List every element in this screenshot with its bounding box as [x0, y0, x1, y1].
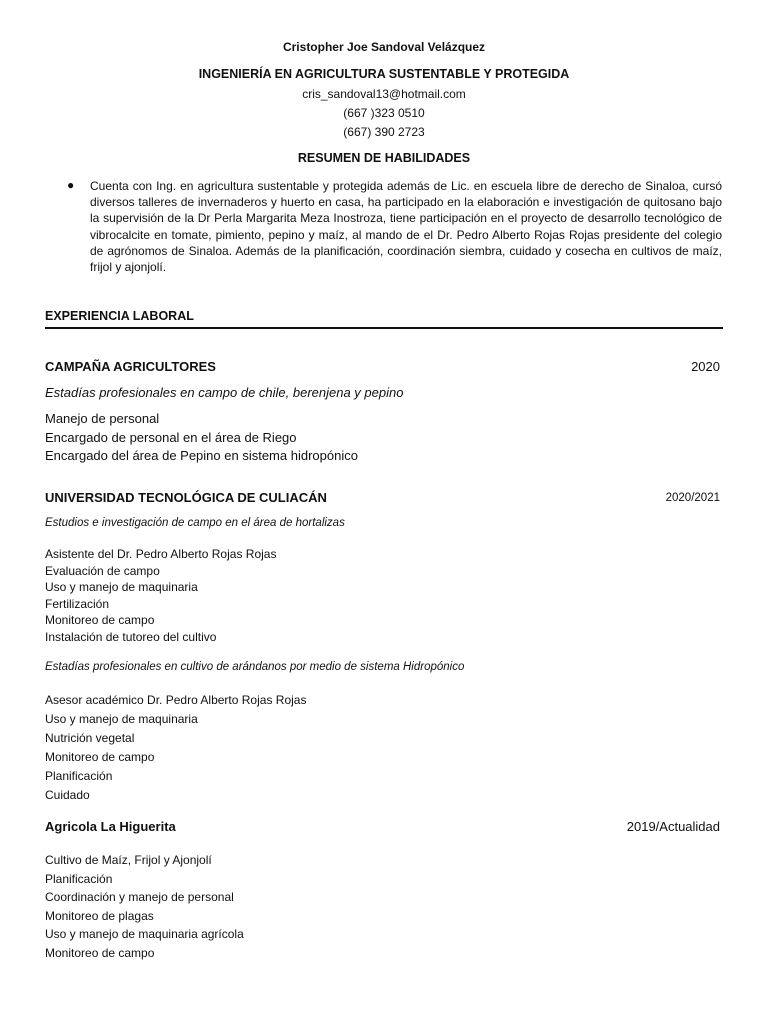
job-subtitle: Estudios e investigación de campo en el área de hortalizas: [45, 517, 345, 529]
phone-number-2: (667) 390 2723: [343, 125, 425, 139]
list-item: Manejo de personal: [45, 411, 160, 426]
list-item: Monitoreo de campo: [45, 613, 155, 627]
list-item: Encargado de personal en el área de Riego: [45, 429, 297, 445]
list-item: Evaluación de campo: [45, 563, 160, 578]
list-item: Planificación: [45, 769, 113, 783]
list-item: Nutrición vegetal: [45, 731, 135, 745]
job-duties-list: [45, 851, 244, 962]
list-item: Monitoreo de campo: [45, 945, 155, 960]
list-item: Fertilización: [45, 596, 110, 611]
job-year: 2020/2021: [665, 492, 720, 504]
list-item: Uso y manejo de maquinaria: [45, 712, 198, 726]
phone-number-1: (667 )323 0510: [343, 106, 425, 120]
job-duties-list: [45, 546, 276, 645]
list-item: Encargado del área de Pepino en sistema hidropónico: [45, 448, 358, 463]
job-subtitle: Estadías profesionales en campo de chile, berenjena y pepino: [45, 385, 404, 400]
job-duties-list: [45, 410, 358, 466]
list-item: Cultivo de Maíz, Frijol y Ajonjolí: [45, 853, 212, 867]
list-item: Monitoreo de campo: [45, 750, 155, 764]
job-title: CAMPAÑA AGRICULTORES: [45, 359, 216, 374]
list-item: Planificación: [45, 871, 113, 886]
bullet-icon: ●: [67, 178, 75, 192]
list-item: Asesor académico Dr. Pedro Alberto Rojas Rojas: [45, 693, 307, 707]
job-duties-list: [45, 691, 306, 805]
experience-heading: EXPERIENCIA LABORAL: [45, 309, 194, 323]
email-address: cris_sandoval13@hotmail.com: [302, 87, 466, 101]
list-item: Cuidado: [45, 788, 90, 802]
list-item: Uso y manejo de maquinaria: [45, 580, 198, 594]
skills-heading: RESUMEN DE HABILIDADES: [297, 151, 471, 165]
job-year: 2020: [691, 359, 720, 374]
list-item: Asistente del Dr. Pedro Alberto Rojas Rojas: [45, 547, 277, 561]
job-subtitle: Estadías profesionales en cultivo de arándanos por medio de sistema Hidropónico: [45, 661, 465, 673]
list-item: Uso y manejo de maquinaria agrícola: [45, 927, 244, 941]
degree-title: INGENIERÍA EN AGRICULTURA SUSTENTABLE Y PROTEGIDA: [198, 67, 570, 81]
job-year: 2019/Actualidad: [626, 819, 720, 834]
list-item: Monitoreo de plagas: [45, 908, 154, 923]
list-item: Coordinación y manejo de personal: [45, 890, 234, 904]
skills-summary: Cuenta con Ing. en agricultura sustentable y protegida además de Lic. en escuela libre de derecho de Sinaloa, cursó diversos talleres de invernaderos y huerto en casa, ha participado en la elaboración e investigación de quitosano bajo la supervisión de la Dr Perla Margarita Meza Inostroza, tiene participación en el proyecto de desarrollo tecnológico de vibrocalcite en tomate, pimiento, pepino y maíz, al mando de el Dr. Pedro Alberto Rojas Rojas presidente del colegio de agrónomos de Sinaloa. Además de la planificación, coordinación siembra, cuidado y cosecha en cultivos de maíz, frijol y ajonjolí.: [90, 179, 722, 275]
candidate-name: Cristopher Joe Sandoval Velázquez: [282, 40, 486, 54]
job-title: Agricola La Higuerita: [45, 819, 176, 834]
job-title: UNIVERSIDAD TECNOLÓGICA DE CULIACÁN: [45, 490, 327, 505]
section-divider: [45, 327, 723, 329]
list-item: Instalación de tutoreo del cultivo: [45, 629, 217, 644]
